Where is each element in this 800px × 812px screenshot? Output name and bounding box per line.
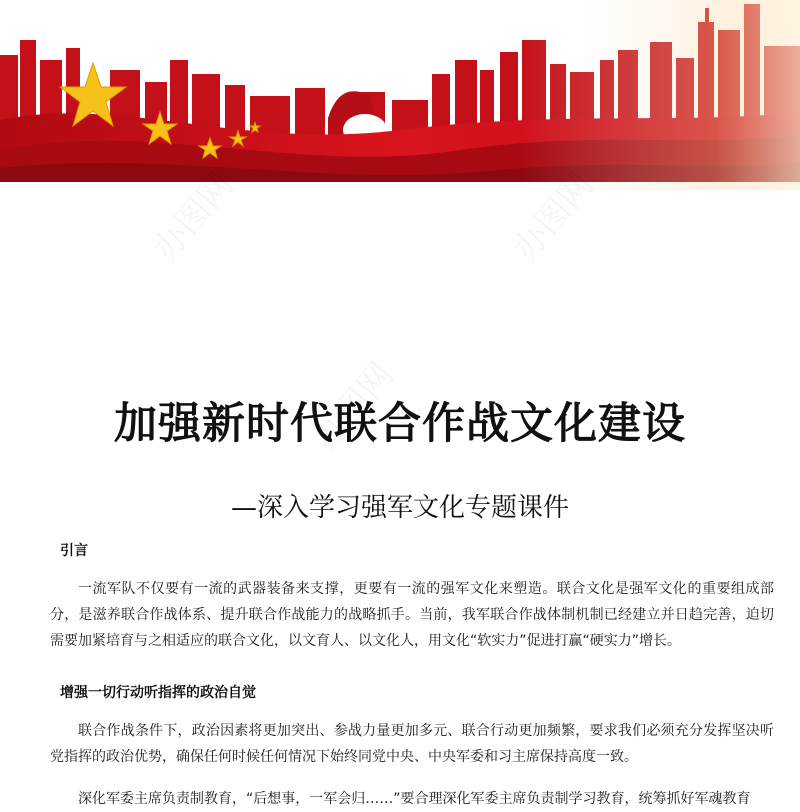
city-skyline-icon: [0, 0, 800, 190]
document-subtitle: —深入学习强军文化专题课件: [230, 493, 569, 523]
section-paragraph: 深化军委主席负责制教育，“后想事，一军会归……”要合理深化军委主席负责制学习教育，统筹抓好军魂教育: [78, 791, 751, 807]
header-banner: [0, 0, 800, 190]
section-heading: 增强一切行动听指挥的政治自觉: [60, 685, 256, 701]
section-heading: 引言: [60, 543, 88, 559]
document-title: 加强新时代联合作战文化建设: [114, 399, 686, 449]
section-paragraph: 一流军队不仅要有一流的武器装备来支撑，更要有一流的强军文化来塑造。联合文化是强军文化的重要组成部分，是滋养联合作战体系、提升联合作战能力的战略抓手。当前，我军联合作战体制机制已经建立并日趋完善，迫切需要加紧培育与之相适应的联合文化，以文育人、以文化人，用文化“软实力”促进打赢“硬实力”增长。: [50, 581, 774, 649]
section-paragraph: 联合作战条件下，政治因素将更加突出、参战力量更加多元、联合行动更加频繁，要求我们必须充分发挥坚决听党指挥的政治优势，确保任何时候任何情况下始终同党中央、中央军委和习主席保持高度一致。: [50, 723, 774, 765]
